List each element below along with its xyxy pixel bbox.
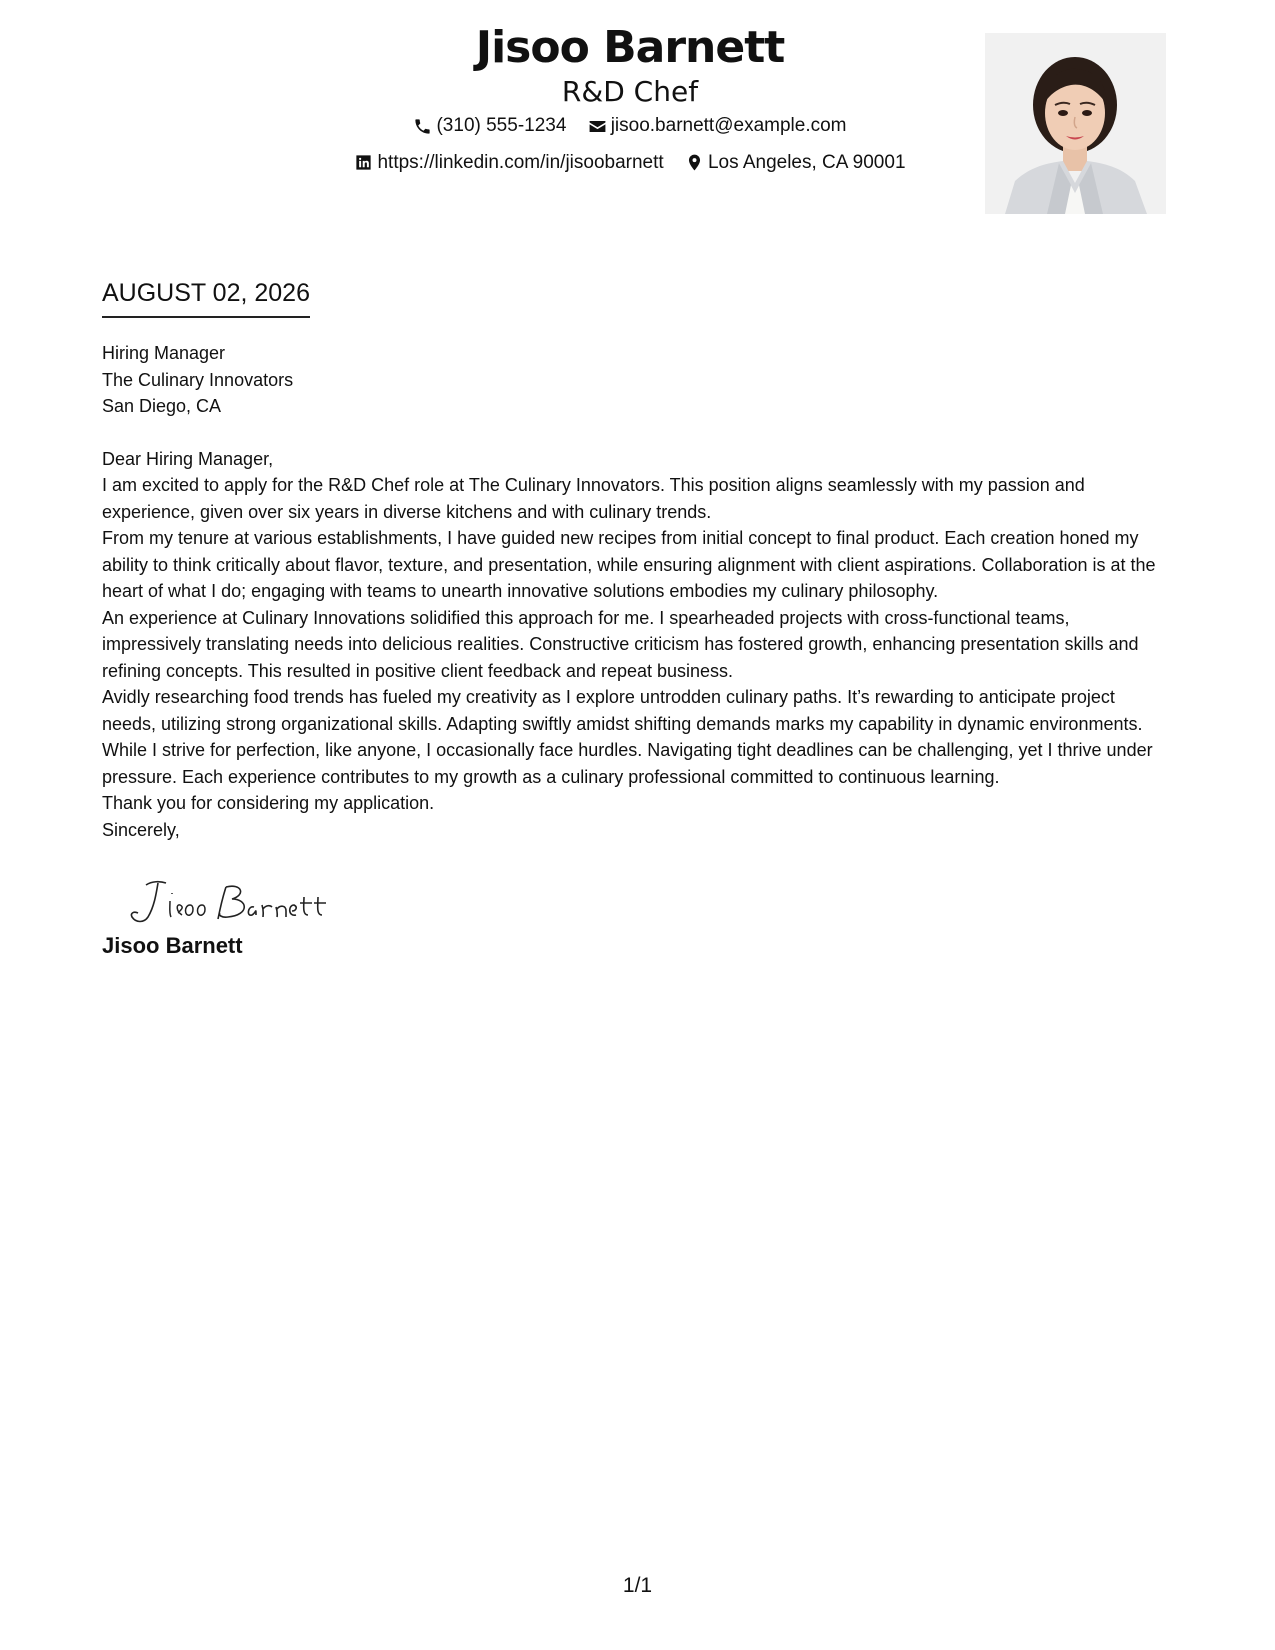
contact-row-1 — [230, 110, 1030, 147]
envelope-icon — [588, 117, 607, 136]
body-paragraph: Thank you for considering my application. — [102, 793, 435, 813]
linkedin-text[interactable]: https://linkedin.com/in/jisoobarnett — [377, 151, 664, 173]
location-text: Los Angeles, CA 90001 — [707, 151, 906, 173]
header-info — [230, 20, 1030, 183]
body-paragraph: While I strive for perfection, like anyone, I occasionally face hurdles. Navigating tight deadlines can be challenging, yet I thrive under pressure. Each experience contributes to my growth as a culinary professional committed to continuous learning. — [102, 740, 1153, 787]
map-pin-icon — [685, 153, 704, 172]
applicant-role: R&D Chef — [561, 75, 699, 108]
page-number: 1/1 — [622, 1574, 653, 1597]
letter-header — [0, 20, 1275, 220]
contact-phone — [413, 110, 566, 142]
contact-location — [685, 147, 906, 179]
contact-linkedin[interactable] — [354, 147, 663, 179]
signature — [122, 871, 352, 931]
phone-text: (310) 555-1234 — [436, 115, 567, 136]
closing: Sincerely, — [102, 819, 180, 840]
contact-email[interactable] — [588, 110, 847, 142]
profile-photo — [985, 33, 1166, 214]
contact-row-2 — [230, 147, 1030, 184]
salutation: Dear Hiring Manager, — [102, 448, 274, 469]
letter-body — [102, 340, 1172, 961]
date-block — [102, 276, 310, 318]
recipient-line: Hiring Manager — [102, 343, 226, 363]
linkedin-icon — [354, 153, 373, 172]
phone-icon — [413, 117, 432, 136]
recipient-line: The Culinary Innovators — [102, 369, 294, 390]
recipient-block — [102, 340, 1172, 420]
signer-name: Jisoo Barnett — [102, 933, 243, 958]
letter-date: AUGUST 02, 2026 — [102, 276, 310, 318]
recipient-line: San Diego, CA — [102, 396, 222, 416]
body-paragraph: Avidly researching food trends has fueled my creativity as I explore untrodden culinary paths. It’s rewarding to anticipate project needs, utilizing strong organizational skills. Adapting swiftly amidst shifting demands marks my capability in dynamic environments. — [102, 687, 1143, 734]
email-text[interactable]: jisoo.barnett@example.com — [610, 115, 847, 136]
applicant-name: Jisoo Barnett — [475, 22, 785, 73]
body-paragraph: I am excited to apply for the R&D Chef role at The Culinary Innovators. This position aligns seamlessly with my passion and experience, given over six years in diverse kitchens and with culinary trends. — [102, 475, 1085, 522]
body-paragraph: An experience at Culinary Innovations solidified this approach for me. I spearheaded projects with cross-functional teams, impressively translating needs into delicious realities. Constructive criticism has fostered growth, enhancing presentation skills and refining concepts. This resulted in positive client feedback and repeat business. — [102, 607, 1139, 681]
body-paragraph: From my tenure at various establishments, I have guided new recipes from initial concept to final product. Each creation honed my ability to think critically about flavor, texture, and presentation, while ensuring alignment with client aspirations. Collaboration is at the heart of what I do; engaging with teams to unearth innovative solutions embodies my culinary philosophy. — [102, 528, 1156, 601]
